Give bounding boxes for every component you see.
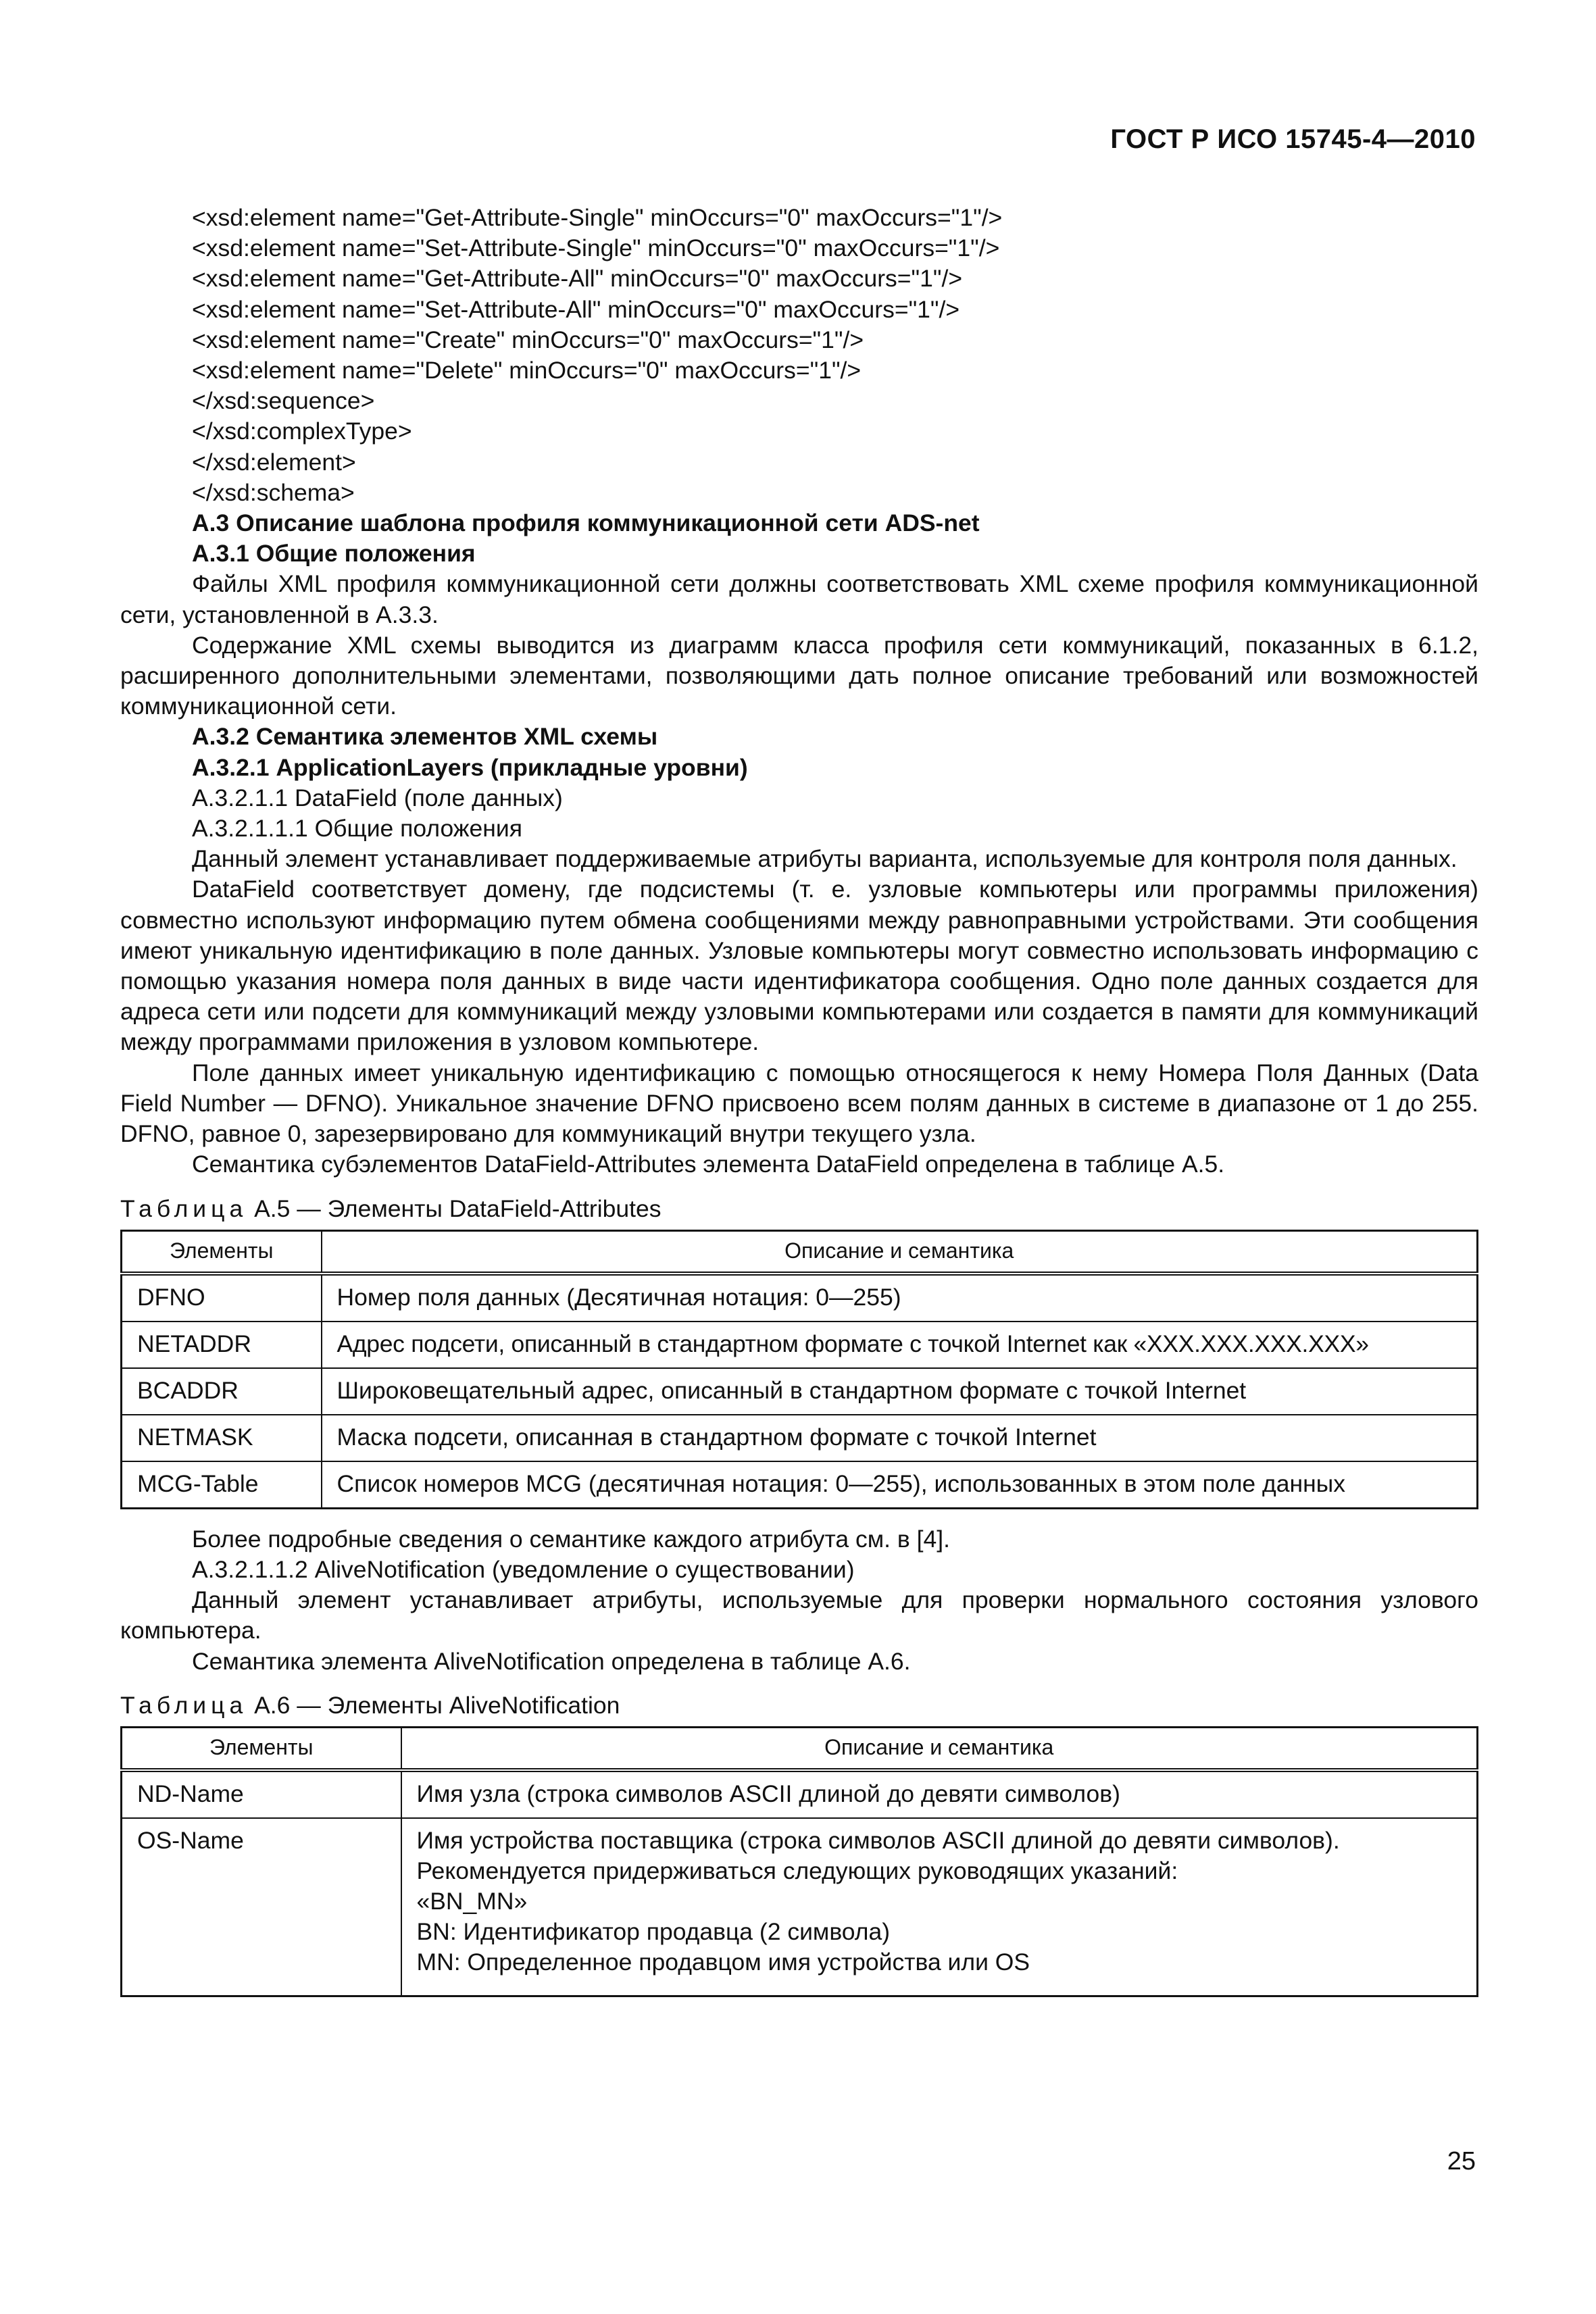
paragraph: Поле данных имеет уникальную идентификацию с помощью относящегося к нему Номера Поля Данных (Data Field Number — DFNO). Уникальное значение DFNO присвоено всем полям данных в системе в диапазоне от 1 до 255. DFNO, равное 0, зарезервировано для коммуникаций внутри текущего узла. — [120, 1059, 1478, 1148]
document-standard-header: ГОСТ Р ИСО 15745-4—2010 — [1110, 124, 1476, 154]
table-cell-description: Адрес подсети, описанный в стандартном формате с точкой Internet как «XXX.XXX.XXX.XXX» — [322, 1322, 1478, 1368]
code-line: <xsd:element name="Delete" minOccurs="0" maxOccurs="1"/> — [192, 357, 862, 384]
section-heading-a3211: А.3.2.1.1 DataField (поле данных) — [192, 784, 563, 811]
table-cell-element: NETADDR — [122, 1322, 322, 1368]
table-header-row — [122, 1230, 1478, 1274]
paragraph: Данный элемент устанавливает атрибуты, используемые для проверки нормального состояния узлового компьютера. — [120, 1586, 1478, 1644]
column-header-elements: Элементы — [122, 1727, 401, 1770]
table-caption-text: А.5 — Элементы DataField-Attributes — [247, 1194, 662, 1222]
code-line: <xsd:element name="Get-Attribute-All" minOccurs="0" maxOccurs="1"/> — [192, 265, 963, 293]
paragraph: Семантика элемента AliveNotification определена в таблице А.6. — [192, 1647, 911, 1675]
table-header-row — [122, 1727, 1478, 1770]
table-a5-caption — [120, 1194, 1478, 1224]
table-cell-element: MCG-Table — [122, 1461, 322, 1509]
section-heading-a32112: А.3.2.1.1.2 AliveNotification (уведомление о существовании) — [192, 1555, 855, 1583]
table-row — [122, 1322, 1478, 1368]
table-cell-element: OS-Name — [122, 1818, 401, 1996]
paragraph: DataField соответствует домену, где подсистемы (т. е. узловые компьютеры или программы приложения) совместно используют информацию путем обмена сообщениями между равноправными устройствами. Эти сообщения имеют уникальную идентификацию в поле данных. Узловые компьютеры могут совместно использовать информацию с помощью указания номера поля данных в виде части идентификатора сообщения. Одно поле данных создается для адреса сети или подсети для коммуникаций между узловыми компьютерами или создается в памяти для коммуникаций между программами приложения в узловом компьютере. — [120, 876, 1478, 1056]
code-line: </xsd:sequence> — [192, 387, 375, 415]
paragraph: Семантика субэлементов DataField-Attributes элемента DataField определена в таблице А.5. — [192, 1151, 1225, 1178]
table-caption-word: Таблица — [120, 1194, 248, 1222]
table-cell-element: BCADDR — [122, 1368, 322, 1415]
section-heading-a32111: А.3.2.1.1.1 Общие положения — [192, 815, 522, 842]
page-number: 25 — [1447, 2147, 1476, 2175]
section-heading-a3: А.3 Описание шаблона профиля коммуникационной сети ADS-net — [192, 509, 980, 537]
column-header-elements: Элементы — [122, 1230, 322, 1274]
paragraph: Файлы XML профиля коммуникационной сети должны соответствовать XML схеме профиля коммуникационной сети, установленной в А.3.3. — [120, 570, 1478, 628]
code-line: <xsd:element name="Get-Attribute-Single" minOccurs="0" maxOccurs="1"/> — [192, 204, 1003, 231]
column-header-description: Описание и семантика — [401, 1727, 1478, 1770]
code-line: </xsd:schema> — [192, 478, 355, 506]
table-row — [122, 1818, 1478, 1996]
table-row — [122, 1274, 1478, 1322]
table-cell-element: ND-Name — [122, 1770, 401, 1818]
column-header-description: Описание и семантика — [322, 1230, 1478, 1274]
table-a5 — [120, 1230, 1478, 1509]
section-heading-a31: А.3.1 Общие положения — [192, 540, 476, 568]
code-line: </xsd:complexType> — [192, 418, 412, 445]
code-line: </xsd:element> — [192, 448, 356, 476]
table-cell-description: Имя узла (строка символов ASCII длиной до девяти символов) — [401, 1770, 1478, 1818]
table-a6 — [120, 1726, 1478, 1997]
table-caption-text: А.6 — Элементы AliveNotification — [247, 1691, 620, 1719]
table-cell-element: NETMASK — [122, 1415, 322, 1461]
table-row — [122, 1461, 1478, 1509]
code-line: <xsd:element name="Set-Attribute-All" minOccurs="0" maxOccurs="1"/> — [192, 295, 960, 323]
section-heading-a32: А.3.2 Семантика элементов XML схемы — [192, 723, 658, 751]
table-caption-word: Таблица — [120, 1691, 248, 1719]
table-cell-description: Номер поля данных (Десятичная нотация: 0—255) — [322, 1274, 1478, 1322]
table-cell-description: Имя устройства поставщика (строка символов ASCII длиной до девяти символов). Рекомендуется придерживаться следующих руководящих указаний: «BN_MN» BN: Идентификатор продавца (2 символа) MN: Определенное продавцом имя устройства или OS — [401, 1818, 1478, 1996]
page-content — [120, 203, 1478, 2004]
table-row — [122, 1770, 1478, 1818]
paragraph: Более подробные сведения о семантике каждого атрибута см. в [4]. — [192, 1525, 950, 1553]
code-line: <xsd:element name="Create" minOccurs="0" maxOccurs="1"/> — [192, 326, 864, 353]
table-cell-description: Список номеров MCG (десятичная нотация: 0—255), использованных в этом поле данных — [322, 1461, 1478, 1509]
code-line: <xsd:element name="Set-Attribute-Single" minOccurs="0" maxOccurs="1"/> — [192, 234, 1000, 262]
table-cell-description: Широковещательный адрес, описанный в стандартном формате с точкой Internet — [322, 1368, 1478, 1415]
paragraph: Содержание XML схемы выводится из диаграмм класса профиля сети коммуникаций, показанных в 6.1.2, расширенного дополнительными элементами, позволяющими дать полное описание требований или возможностей коммуникационной сети. — [120, 631, 1478, 720]
table-a6-caption — [120, 1690, 1478, 1721]
paragraph: Данный элемент устанавливает поддерживаемые атрибуты варианта, используемые для контроля поля данных. — [192, 845, 1457, 873]
table-cell-element: DFNO — [122, 1274, 322, 1322]
table-row — [122, 1368, 1478, 1415]
table-row — [122, 1415, 1478, 1461]
table-cell-description: Маска подсети, описанная в стандартном формате с точкой Internet — [322, 1415, 1478, 1461]
section-heading-a321: А.3.2.1 ApplicationLayers (прикладные уровни) — [192, 753, 748, 781]
